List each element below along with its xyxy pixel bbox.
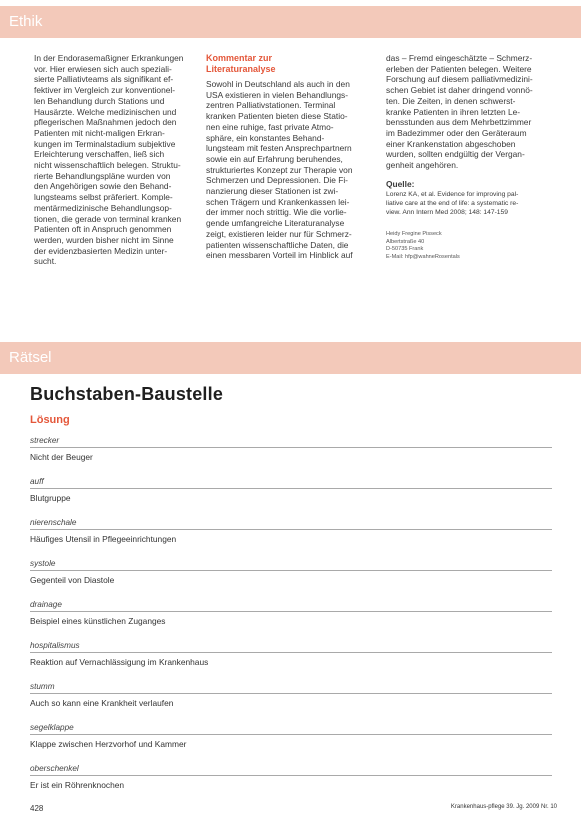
source-citation: Lorenz KA, et al. Evidence for improving pal- liative care at the end of life: a systematic re- view. Ann Intern Med 2008; 148: 147-159 bbox=[386, 191, 519, 216]
puzzle-row bbox=[30, 640, 552, 681]
clue-text: Nicht der Beuger bbox=[30, 452, 93, 462]
solution-word: nierenschale bbox=[30, 518, 77, 527]
puzzle-row bbox=[30, 681, 552, 722]
section-header-ethik bbox=[0, 6, 581, 38]
article-text: das – Fremd eingeschätzte – Schmerz- erleben der Patienten belegen. Weitere Forschung auf diesem palliativmedizini- schen Gebiet ist daher dringend vonnö- ten. Die Zeiten, in denen schwerst- kranke Patienten in ihren letzten Le- bensstunden aus dem Mehrbettzimmer im Badezimmer oder den Geräteraum einer Krankenstation abgeschoben wurden, sollten endgültig der Vergan- genheit angehören. bbox=[386, 53, 533, 171]
puzzle-row bbox=[30, 558, 552, 599]
puzzle-row bbox=[30, 435, 552, 476]
article-column-3 bbox=[386, 53, 558, 262]
puzzle-title: Buchstaben-Baustelle bbox=[30, 384, 224, 404]
journal-reference: Krankenhaus-pflege 39. Jg. 2009 Nr. 10 bbox=[450, 804, 557, 810]
clue-text: Häufiges Utensil in Pflegeeinrichtungen bbox=[30, 534, 177, 544]
answer-line bbox=[30, 693, 552, 694]
puzzle-row bbox=[30, 722, 552, 763]
solution-word: drainage bbox=[30, 600, 62, 609]
article-column-1 bbox=[34, 53, 192, 267]
puzzle-rows bbox=[30, 435, 552, 804]
answer-line bbox=[30, 734, 552, 735]
puzzle-row bbox=[30, 599, 552, 640]
clue-text: Auch so kann eine Krankheit verlaufen bbox=[30, 698, 174, 708]
page-number: 428 bbox=[30, 804, 44, 813]
answer-line bbox=[30, 570, 552, 571]
solution-word: oberschenkel bbox=[30, 764, 79, 773]
clue-text: Er ist ein Röhrenknochen bbox=[30, 780, 125, 790]
puzzle-row bbox=[30, 517, 552, 558]
solution-word: auff bbox=[30, 477, 44, 486]
article-text: Sowohl in Deutschland als auch in den USA existieren in vielen Behandlungs- zentren Palliativstationen. Terminal kranken Patienten bieten diese Statio- nen eine ruhige, fast private Atmo- sphäre, ein konstantes Behand- lungsteam mit festen Ansprechpartnern sowie ein auf Erfahrung beruhendes, strukturiertes Konzept zur Therapie von Schmerzen und Depressionen. Die Fi- nanzierung dieser Stationen ist zwi- schen Trägern und Krankenkassen lei- der immer noch strittig. Wie die vorlie- gende umfangreiche Literaturanalyse zeigt, existieren leider nur für Schmerz- patienten wissenschaftliche Daten, die einen messbaren Vorteil im Hinblick auf bbox=[206, 79, 353, 261]
section-header-raetsel bbox=[0, 342, 581, 374]
solution-label: Lösung bbox=[30, 414, 70, 426]
solution-word: systole bbox=[30, 559, 56, 568]
answer-line bbox=[30, 447, 552, 448]
solution-word: stumm bbox=[30, 682, 55, 691]
puzzle-row bbox=[30, 763, 552, 804]
author-address: Heidy Fregine Pisseck Albertstraße 40 D-50735 Frank E-Mail: hfp@wahneRosentals bbox=[386, 231, 460, 260]
solution-word: strecker bbox=[30, 436, 60, 445]
section-title: Rätsel bbox=[9, 349, 52, 366]
comment-heading: Kommentar zur Literaturanalyse bbox=[206, 53, 276, 74]
solution-word: hospitalismus bbox=[30, 641, 80, 650]
answer-line bbox=[30, 652, 552, 653]
source-heading: Quelle: bbox=[386, 178, 415, 189]
answer-line bbox=[30, 775, 552, 776]
section-title: Ethik bbox=[9, 13, 43, 30]
clue-text: Beispiel eines künstlichen Zuganges bbox=[30, 616, 166, 626]
clue-text: Reaktion auf Vernachlässigung im Krankenhaus bbox=[30, 657, 209, 667]
answer-line bbox=[30, 611, 552, 612]
article-column-2 bbox=[206, 53, 374, 261]
article-text: In der Endorasemaßigner Erkrankungen vor. Hier erwiesen sich auch speziali- sierte Palliativteams als signifikant ef- fektiver im Vergleich zur konventionel- len Behandlung durch Stations und Hausärzte. Welche medizinischen und pflegerischen Maßnahmen jedoch den Patienten mit nicht-maligen Erkran- kungen im Terminalstadium subjektive Erleichterung verschaffen, ließ sich nicht wissenschaftlich belegen. Struktu- rierte Behandlungspläne wurden von den Angehörigen sowie den Behand- lungsteams selbst präferiert. Komple- mentärmedizinische Behandlungsop- tionen, die gerade von terminal kranken Patienten oft in Anspruch genommen werden, wurden bisher nicht im Sinne der evidenzbasierten Medizin unter- sucht. bbox=[34, 53, 184, 267]
clue-text: Gegenteil von Diastole bbox=[30, 575, 115, 585]
answer-line bbox=[30, 488, 552, 489]
answer-line bbox=[30, 529, 552, 530]
solution-word: segelklappe bbox=[30, 723, 74, 732]
puzzle-row bbox=[30, 476, 552, 517]
clue-text: Blutgruppe bbox=[30, 493, 71, 503]
clue-text: Klappe zwischen Herzvorhof und Kammer bbox=[30, 739, 187, 749]
